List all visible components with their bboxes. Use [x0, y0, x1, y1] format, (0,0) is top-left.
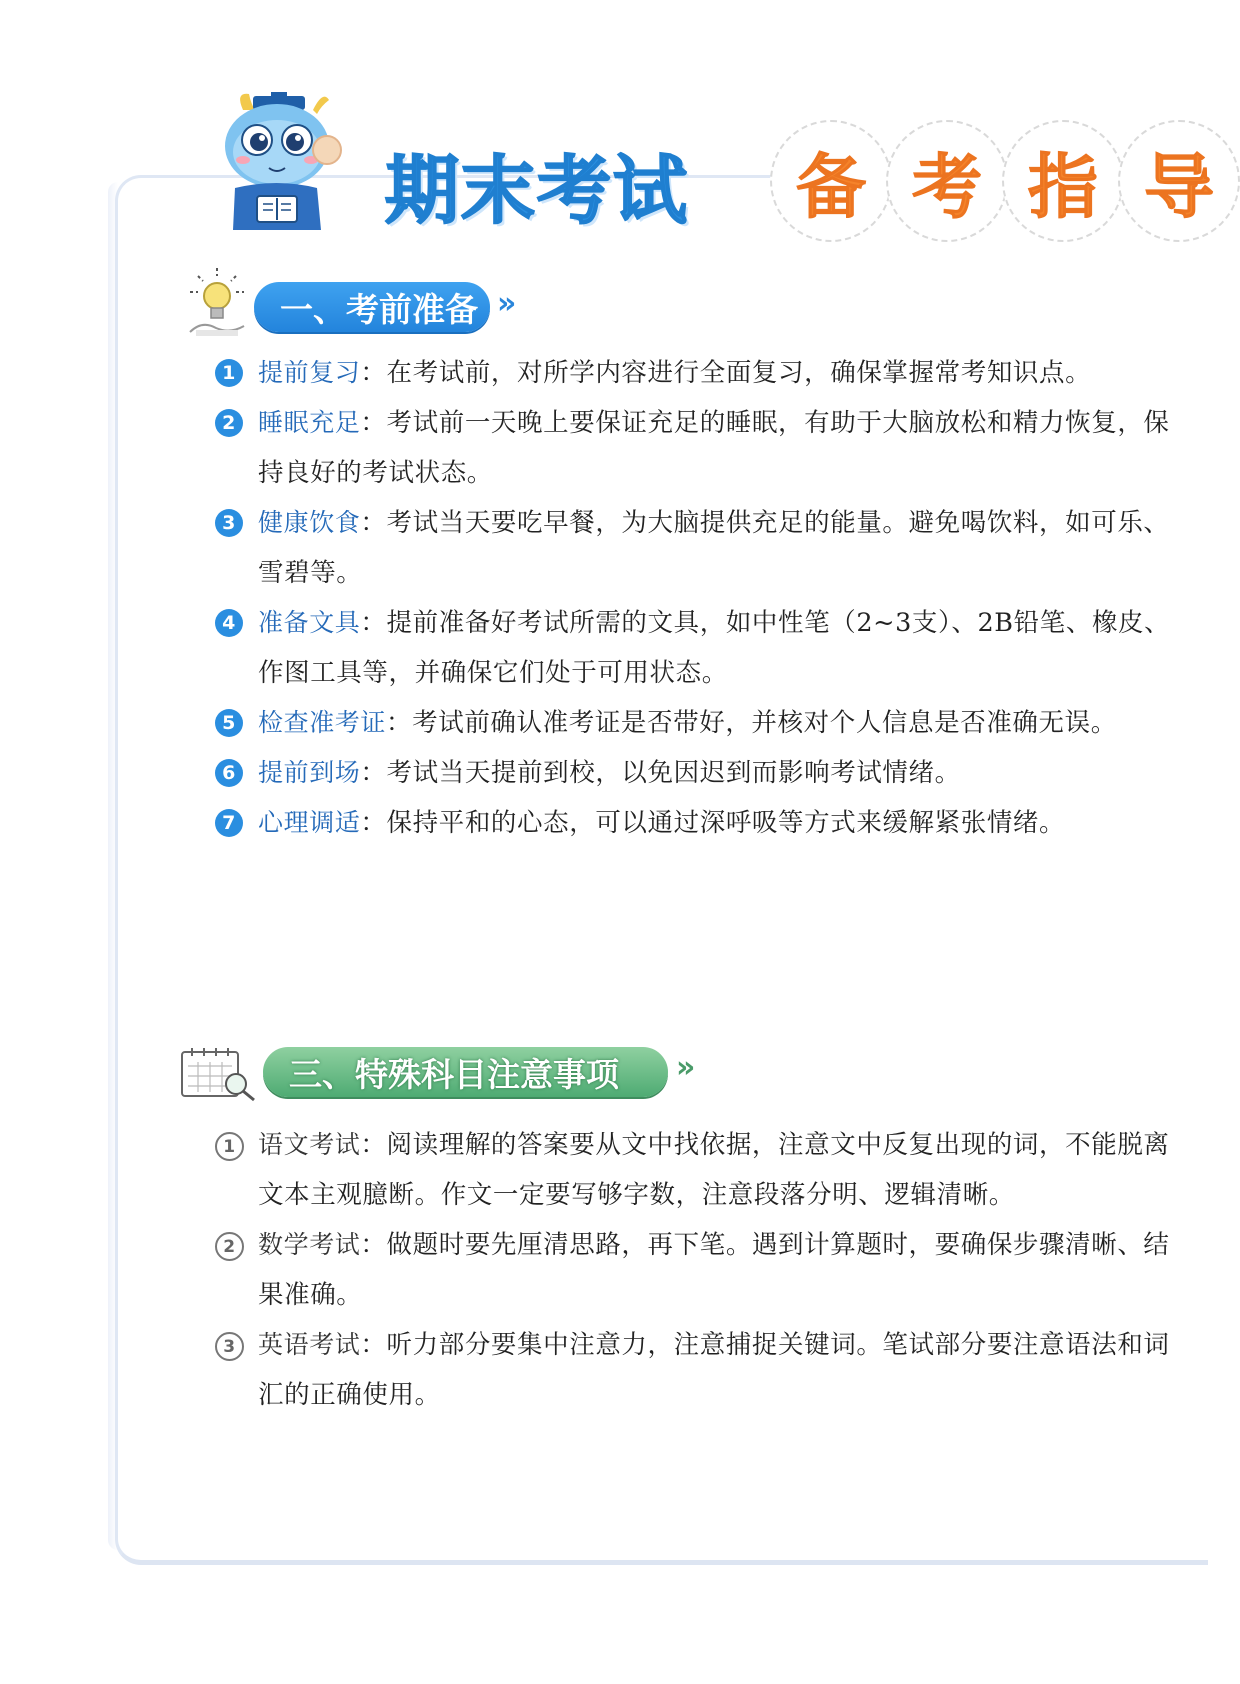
- item-description: 提前准备好考试所需的文具，如中性笔（2~3支）、2B铅笔、橡皮、作图工具等，并确保它们处于可用状态。: [258, 608, 1171, 688]
- item-number-badge: 3: [215, 509, 243, 537]
- item-separator: ：: [360, 1230, 387, 1260]
- item-description: 考试当天提前到校，以免因迟到而影响考试情绪。: [386, 758, 961, 788]
- item-separator: ：: [360, 758, 387, 788]
- item-term: 心理调适: [258, 808, 361, 837]
- section-3-heading: 三、特殊科目注意事项: [263, 1047, 668, 1097]
- item-description: 做题时要先厘清思路，再下笔。遇到计算题时，要确保步骤清晰、结果准确。: [258, 1230, 1170, 1310]
- item-description: 听力部分要集中注意力，注意捕捉关键词。笔试部分要注意语法和词汇的正确使用。: [258, 1330, 1170, 1410]
- item-term: 健康饮食: [258, 508, 361, 537]
- item-separator: ：: [360, 808, 387, 838]
- item-number-badge: 2: [215, 1232, 244, 1261]
- section-1-heading: 一、考前准备: [254, 282, 490, 332]
- lightbulb-icon: [182, 262, 252, 342]
- item-number-badge: 5: [215, 709, 243, 737]
- title-sub-char-4: 导: [1118, 120, 1240, 242]
- dragon-mascot-icon: [205, 88, 365, 238]
- section-1-list: [215, 348, 1175, 848]
- item-term: 英语考试: [258, 1330, 361, 1359]
- item-separator: ：: [360, 608, 387, 638]
- section-3-list: [215, 1120, 1175, 1420]
- item-separator: ：: [360, 508, 387, 538]
- title-sub-char-3: 指: [1002, 120, 1124, 242]
- list-item: [215, 748, 1175, 798]
- list-item: [215, 348, 1175, 398]
- item-description: 考试前一天晚上要保证充足的睡眠，有助于大脑放松和精力恢复，保持良好的考试状态。: [258, 408, 1170, 488]
- item-separator: ：: [360, 408, 387, 438]
- item-number-badge: 3: [215, 1332, 244, 1361]
- list-item: [215, 1320, 1175, 1420]
- calendar-magnifier-icon: [178, 1042, 258, 1104]
- list-item: [215, 798, 1175, 848]
- item-separator: ：: [360, 1130, 387, 1160]
- item-term: 准备文具: [258, 608, 361, 637]
- title-sub-char-1: 备: [770, 120, 892, 242]
- item-number-badge: 7: [215, 809, 243, 837]
- page-title-sub: [770, 120, 1234, 242]
- list-item: [215, 1220, 1175, 1320]
- list-item: [215, 698, 1175, 748]
- item-number-badge: 2: [215, 409, 243, 437]
- list-item: [215, 498, 1175, 598]
- item-description: 考试当天要吃早餐，为大脑提供充足的能量。避免喝饮料，如可乐、雪碧等。: [258, 508, 1170, 588]
- item-number-badge: 6: [215, 759, 243, 787]
- list-item: [215, 1120, 1175, 1220]
- item-separator: ：: [360, 1330, 387, 1360]
- item-term: 睡眠充足: [258, 408, 361, 437]
- item-number-badge: 4: [215, 609, 243, 637]
- item-term: 提前复习: [258, 358, 361, 387]
- item-term: 语文考试: [258, 1130, 361, 1159]
- item-term: 检查准考证: [258, 708, 387, 737]
- item-number-badge: 1: [215, 359, 243, 387]
- chevron-right-icon: »: [497, 286, 509, 321]
- page-title-main: 期末考试: [385, 148, 689, 234]
- item-term: 数学考试: [258, 1230, 361, 1259]
- list-item: [215, 598, 1175, 698]
- item-description: 在考试前，对所学内容进行全面复习，确保掌握常考知识点。: [386, 358, 1092, 388]
- item-term: 提前到场: [258, 758, 361, 787]
- title-sub-char-2: 考: [886, 120, 1008, 242]
- item-description: 保持平和的心态，可以通过深呼吸等方式来缓解紧张情绪。: [386, 808, 1066, 838]
- item-separator: ：: [386, 708, 413, 738]
- item-number-badge: 1: [215, 1132, 244, 1161]
- item-separator: ：: [360, 358, 387, 388]
- item-description: 考试前确认准考证是否带好，并核对个人信息是否准确无误。: [412, 708, 1117, 738]
- chevron-right-icon: »: [676, 1050, 688, 1085]
- list-item: [215, 398, 1175, 498]
- item-description: 阅读理解的答案要从文中找依据，注意文中反复出现的词，不能脱离文本主观臆断。作文一定要写够字数，注意段落分明、逻辑清晰。: [258, 1130, 1170, 1210]
